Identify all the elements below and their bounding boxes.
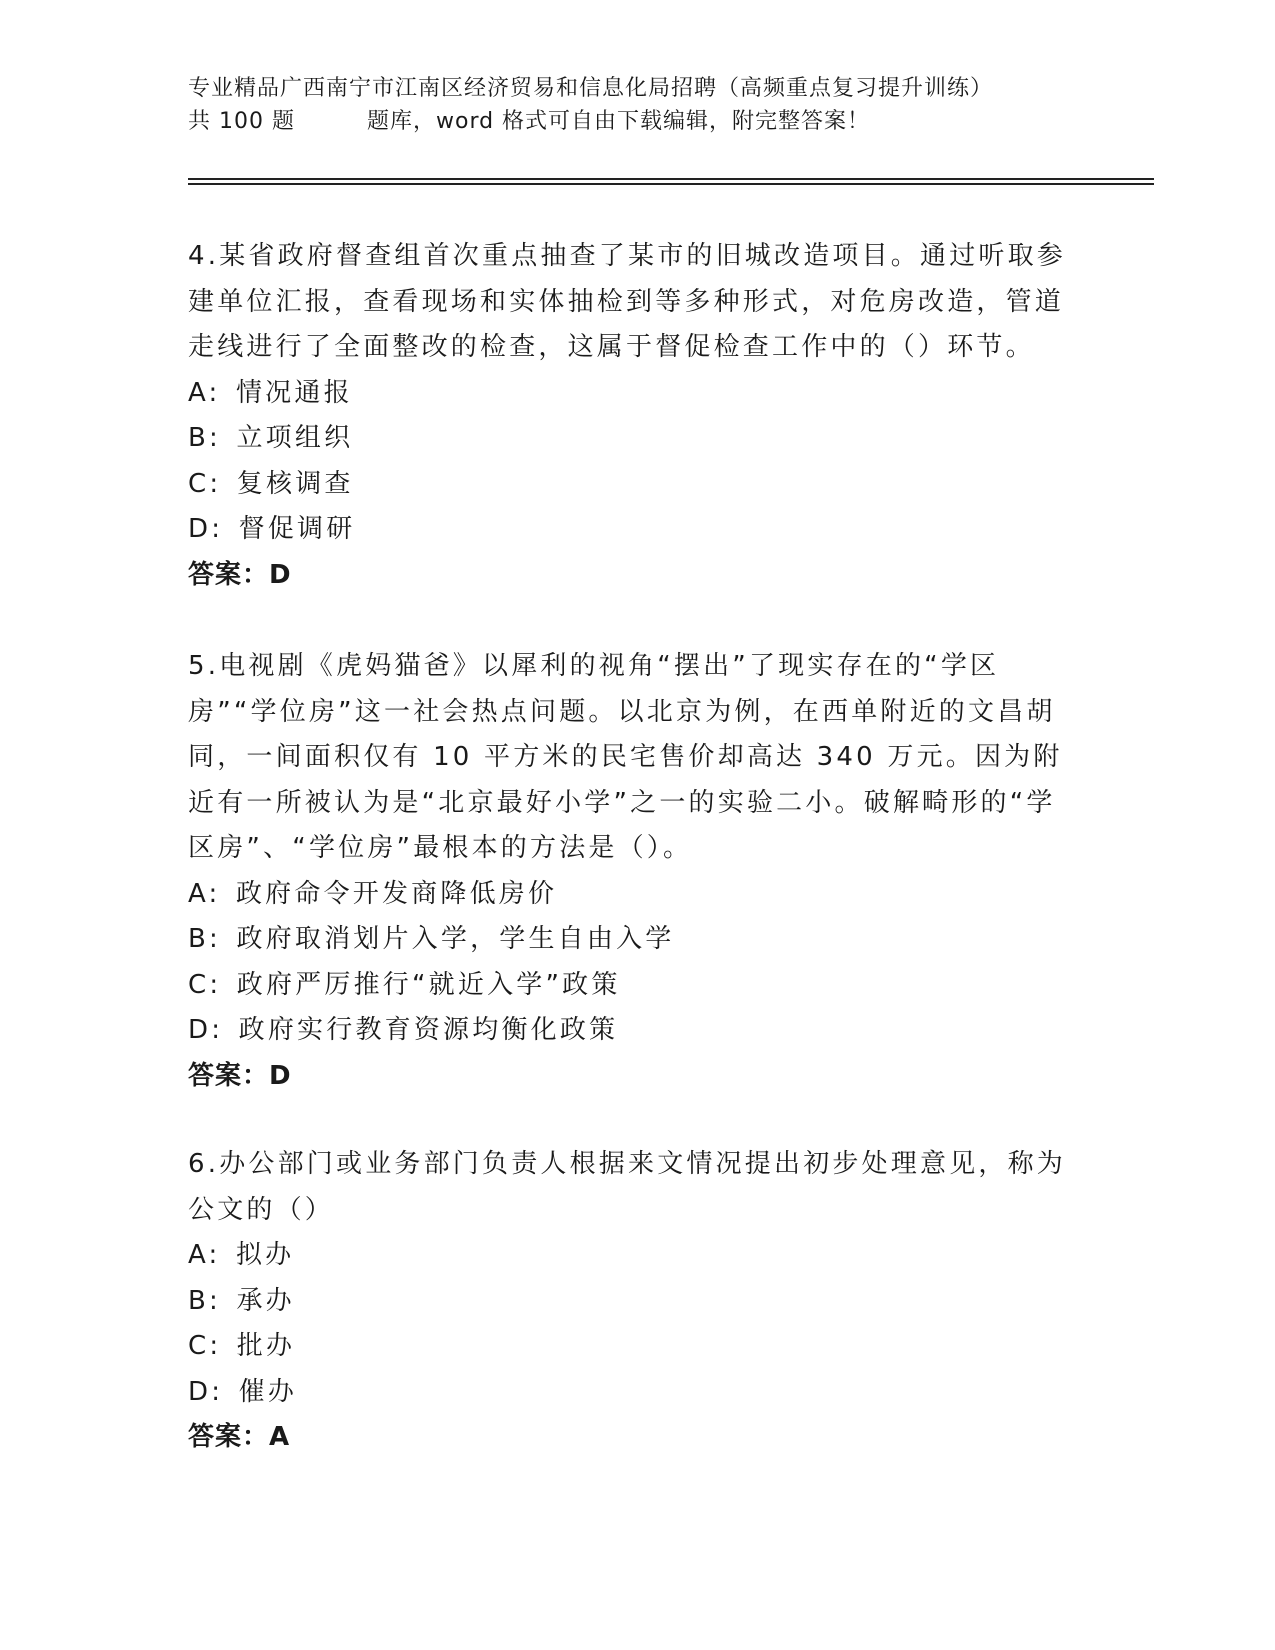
question-5 [188, 644, 1068, 1099]
option-key: B: [188, 1285, 221, 1316]
document-subtitle [188, 105, 1088, 138]
option-text: 政府取消划片入学，学生自由入学 [236, 924, 675, 954]
option-a [188, 371, 1068, 417]
answer-line: 答案：A [188, 1422, 291, 1452]
option-key: B: [188, 423, 221, 453]
option-text: 复核调查 [236, 468, 354, 499]
option-c [188, 963, 1068, 1009]
option-key: C: [188, 1331, 222, 1361]
option-text: 政府命令开发商降低房价 [235, 878, 558, 909]
document-header [188, 72, 1088, 138]
header-divider-top [188, 178, 1154, 180]
option-d [188, 1008, 1068, 1054]
option-key: C: [188, 468, 222, 499]
option-text: 政府严厉推行“就近入学”政策 [236, 969, 621, 1000]
option-key: D: [188, 1376, 224, 1407]
option-a [188, 1233, 1068, 1279]
header-divider-bottom [188, 183, 1154, 185]
option-text: 督促调研 [238, 514, 356, 544]
option-text: 拟办 [235, 1240, 295, 1270]
option-key: B: [188, 924, 221, 954]
question-stem: 5.电视剧《虎妈猫爸》以犀利的视角“摆出”了现实存在的“学区房”“学位房”这一社会热点问题。以北京为例，在西单附近的文昌胡同，一间面积仅有 10 平方米的民宅售价却高达 340 万元。因为附近有一所被认为是“北京最好小学”之一的实验二小。破解畸形的“学区房”、“学位房”最根本的方法是（）。 [188, 651, 1063, 863]
option-b [188, 416, 1068, 462]
option-d [188, 1370, 1068, 1416]
option-text: 情况通报 [235, 377, 353, 408]
option-key: D: [188, 514, 224, 544]
option-text: 政府实行教育资源均衡化政策 [238, 1015, 619, 1045]
question-stem: 6.办公部门或业务部门负责人根据来文情况提出初步处理意见，称为公文的（） [188, 1149, 1067, 1225]
question-stem: 4.某省政府督查组首次重点抽查了某市的旧城改造项目。通过听取参建单位汇报，查看现场和实体抽检到等多种形式，对危房改造，管道走线进行了全面整改的检查，这属于督促检查工作中的（）环节。 [188, 241, 1067, 362]
option-text: 批办 [236, 1331, 296, 1361]
option-b [188, 917, 1068, 963]
option-b [188, 1279, 1068, 1325]
option-text: 承办 [236, 1285, 295, 1316]
option-text: 催办 [238, 1376, 298, 1407]
option-text: 立项组织 [236, 423, 354, 453]
answer-line: 答案：D [188, 559, 292, 590]
option-key: A: [188, 377, 221, 408]
answer-line: 答案：D [188, 1060, 292, 1091]
question-6 [188, 1142, 1068, 1461]
option-c [188, 462, 1068, 508]
option-c [188, 1324, 1068, 1370]
document-note: 题库，word 格式可自由下载编辑，附完整答案！ [366, 109, 871, 134]
question-count: 共 100 题 [188, 109, 295, 134]
option-a [188, 872, 1068, 918]
option-key: A: [188, 878, 221, 909]
option-d [188, 507, 1068, 553]
question-4 [188, 234, 1068, 598]
document-title: 专业精品广西南宁市江南区经济贸易和信息化局招聘（高频重点复习提升训练） [188, 76, 994, 101]
option-key: D: [188, 1015, 224, 1045]
option-key: C: [188, 969, 222, 1000]
option-key: A: [188, 1240, 221, 1270]
